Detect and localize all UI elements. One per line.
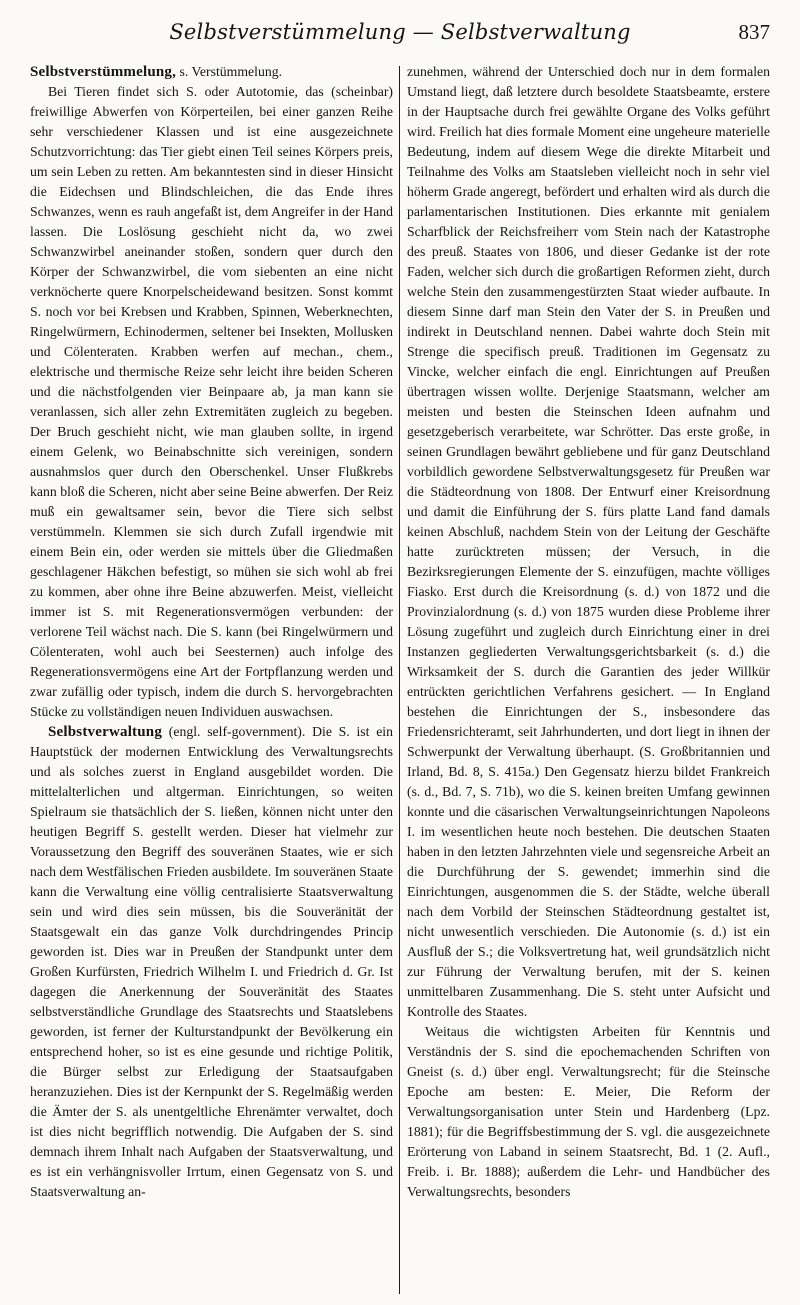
page-header bbox=[30, 20, 770, 54]
running-head: Selbstverstümmelung — Selbstverwaltung bbox=[169, 20, 631, 44]
entry-lemma: Selbstverstümmelung, bbox=[30, 64, 177, 80]
entry-lemma: Selbstverwaltung bbox=[48, 724, 163, 740]
left-column bbox=[30, 62, 393, 1287]
entry-selbstverwaltung bbox=[30, 722, 393, 1202]
column-divider bbox=[399, 66, 400, 1294]
page-number: 837 bbox=[738, 20, 770, 44]
entry-text: (engl. self-government). Die S. ist ein Hauptstück der modernen Entwicklung des Verwaltungsrechts und als solches zuerst in England ausgebildet worden. Die mittelalterlichen und altgerman. Einrichtungen, so weiten Spielraum sie thatsächlich der S. ließen, können nicht unter den heutigen Begriff S. gestellt werden. Dieser hat vielmehr zur Voraussetzung den Begriff des souveränen Staates, wie er sich nach dem Westfälischen Frieden ausbildete. Im souveränen Staate kann die Verwaltung eine völlig centralisierte Staatsverwaltung sein und wird dies sein müssen, bis die Souveränität der Staatsgewalt ein das ganze Volk durchdringendes Princip geworden ist. Dies war in Preußen der Standpunkt unter dem Großen Kurfürsten, Friedrich Wilhelm I. und Friedrich d. Gr. Ist dagegen die Anerkennung der Souveränität des Staates selbstverständliche Grundlage des Staatsrechts und Staatslebens geworden, ist ferner der Kulturstandpunkt der Bevölkerung ein entsprechend hoher, so ist es eine gesunde und richtige Politik, die Bürger selbst zur Erledigung der Staatsaufgaben heranzuziehen. Dies ist der Kernpunkt der S. Regelmäßig werden die Ämter der S. als unentgeltliche Ehrenämter verwaltet, doch ist dies nicht begrifflich notwendig. Die Aufgaben der S. sind demnach ihrem Inhalt nach Aufgaben der Staatsverwaltung, und es ist ein verhängnisvoller Irrtum, einen Gegensatz von S. und Staatsverwaltung an- bbox=[30, 724, 393, 1199]
paragraph-autotomie: Bei Tieren findet sich S. oder Autotomie, das (scheinbar) freiwillige Abwerfen von Körperteilen, bei einer ganzen Reihe sehr verschiedener Klassen und ist eine ausgezeichnete Schutzvorrichtung: das Tier giebt einen Teil seines Körpers preis, um sein Leben zu retten. Am bekanntesten sind in dieser Hinsicht die Eidechsen und Blindschleichen, die das Ende ihres Schwanzes, wenn es rauh angefaßt ist, dem Angreifer in der Hand lassen. Die Loslösung geschieht nicht da, wo zwei Schwanzwirbel aneinander stoßen, sondern quer durch den Körper der Schwanzwirbel, die vom siebenten an eine nicht verknöcherte quere Knorpelscheidewand besitzen. Sonst kommt S. noch vor bei Krebsen und Krabben, Spinnen, Weberknechten, Ringelwürmern, Echinodermen, seltener bei Insekten, Mollusken und Cölenteraten. Krabben werfen auf mechan., chem., elektrische und thermische Reize sehr leicht ihre beiden Scheren und die nächstfolgenden vier Beinpaare ab, ja man kann sie veranlassen, sich aller zehn Extremitäten zugleich zu begeben. Der Bruch geschieht nicht, wie man glauben sollte, in irgend einem Gelenk, wo Beinabschnitte sich vereinigen, sondern ausnahmslos quer durch den Oberschenkel. Unser Flußkrebs kann bloß die Scheren, nicht aber seine Beine abwerfen. Der Reiz muß ein gewaltsamer sein, bevor die Tiere sich selbst verstümmeln. Klemmen sie sich durch Zufall irgendwie mit einem Bein ein, oder werden sie mittels über die Gliedmaßen geschlagener Häkchen befestigt, so mühen sie sich wohl ab frei zu kommen, aber ohne ihre Beine abzuwerfen. Meist, vielleicht immer ist S. mit Regenerationsvermögen verbunden: der verlorene Teil wächst nach. Die S. kann (bei Ringelwürmern und Cölenteraten, wohl auch bei Seesternen) auch infolge des Regenerationsvermögens eine Art der Fortpflanzung werden und zwar zufällig oder typisch, indem die durch S. hervorgebrachten Stücke zu vollständigen neuen Individuen auswachsen. bbox=[30, 84, 393, 719]
entry-selbstverstuemmelung bbox=[30, 62, 393, 82]
paragraph-continuation: zunehmen, während der Unterschied doch nur in dem formalen Umstand liegt, daß letztere durch besoldete Staatsbeamte, erstere in der Hauptsache durch frei gewählte Organe des Volks geführt wird. Freilich hat dies formale Moment eine ungeheure materielle Bedeutung, indem auf diesem Wege die direkte Mitarbeit und Teilnahme des Volks am Staatsleben vielleicht noch in sehr viel höherm Grade angeregt, befördert und erhalten wird als durch die parlamentarischen Institutionen. Dies erkannte mit genialem Scharfblick der Reichsfreiherr vom Stein nach der Katastrophe des preuß. Staates von 1806, und dieser Gedanke ist der rote Faden, welcher sich durch die großartigen Reformen zieht, durch welche Stein den zusammengestürzten Staat wieder aufbaute. In diesem Sinne darf man Stein den Vater der S. in Preußen und indirekt in Deutschland nennen. Dabei wahrte doch Stein mit Strenge die specifisch preuß. Traditionen im Gegensatz zu Vincke, welcher einfach die engl. Einrichtungen auf Preußen übertragen wissen wollte. Derjenige Staatsmann, welcher am meisten und besten die Steinschen Ideen aufnahm und gesetzgeberisch verarbeitete, war Schrötter. Das erste große, in seinen Grundlagen bewährt gebliebene und für ganz Deutschland vorbildlich gewordene Selbstverwaltungsgesetz für Preußen war die Städteordnung von 1808. Der Entwurf einer Kreisordnung und damit die Einführung der S. fürs platte Land fand damals keinen Abschluß, nachdem Stein von der Leitung der Geschäfte hatte zurücktreten müssen; der Versuch, in die Bezirksregierungen Elemente der S. einzufügen, machte völliges Fiasko. Erst durch die Kreisordnung (s. d.) von 1872 und die Provinzialordnung (s. d.) von 1875 wurden diese Probleme ihrer Lösung zugeführt und zugleich durch Einrichtung einer in drei Instanzen gegliederten Verwaltungsgerichtsbarkeit (s. d.) die Wirksamkeit der S. durch die Garantien des jeder Willkür entrückten gerichtlichen Verfahrens gesichert. — In England bestehen die Einrichtungen der S., insbesondere das Friedensrichteramt, seit Jahrhunderten, und dort liegt in ihnen der Schwerpunkt der Verwaltung überhaupt. (S. Großbritannien und Irland, Bd. 8, S. 415a.) Den Gegensatz hierzu bildet Frankreich (s. d., Bd. 7, S. 71b), wo die S. keinen breiten Umfang gewinnen konnte und die cäsarischen Verwaltungseinrichtungen Napoleons I. im wesentlichen heute noch bestehen. Die deutschen Staaten haben in den letzten Jahrzehnten viele und segensreiche Arbeit an die Durchführung der S. gewendet; immerhin sind die Einrichtungen, ausgenommen die S. der Städte, welche überall nach dem Vorbild der Steinschen Städteordnung gestaltet ist, nicht unwesentlich verschieden. Die Autonomie (s. d.) ist ein Ausfluß der S.; die Volksvertretung hat, weil grundsätzlich nicht zur Führung der Verwaltung berufen, mit der S. keinen unmittelbaren Zusammenhang. Die S. steht unter Aufsicht und Kontrolle des Staates. bbox=[407, 64, 770, 1019]
cross-reference: s. Verstümmelung. bbox=[176, 64, 283, 79]
right-column bbox=[407, 62, 770, 1287]
paragraph-literature: Weitaus die wichtigsten Arbeiten für Kenntnis und Verständnis der S. sind die epochemachenden Schriften von Gneist (s. d.) über engl. Verwaltungsrecht; für die Steinsche Epoche am besten: E. Meier, Die Reform der Verwaltungsorganisation unter Stein und Hardenberg (Lpz. 1881); für die Begriffsbestimmung der S. vgl. die ausgezeichnete Erörterung von Laband in seinem Staatsrecht, Bd. 1 (2. Aufl., Freib. i. Br. 1888); außerdem die Lehr- und Handbücher des Verwaltungsrechts, besonders bbox=[407, 1024, 770, 1199]
